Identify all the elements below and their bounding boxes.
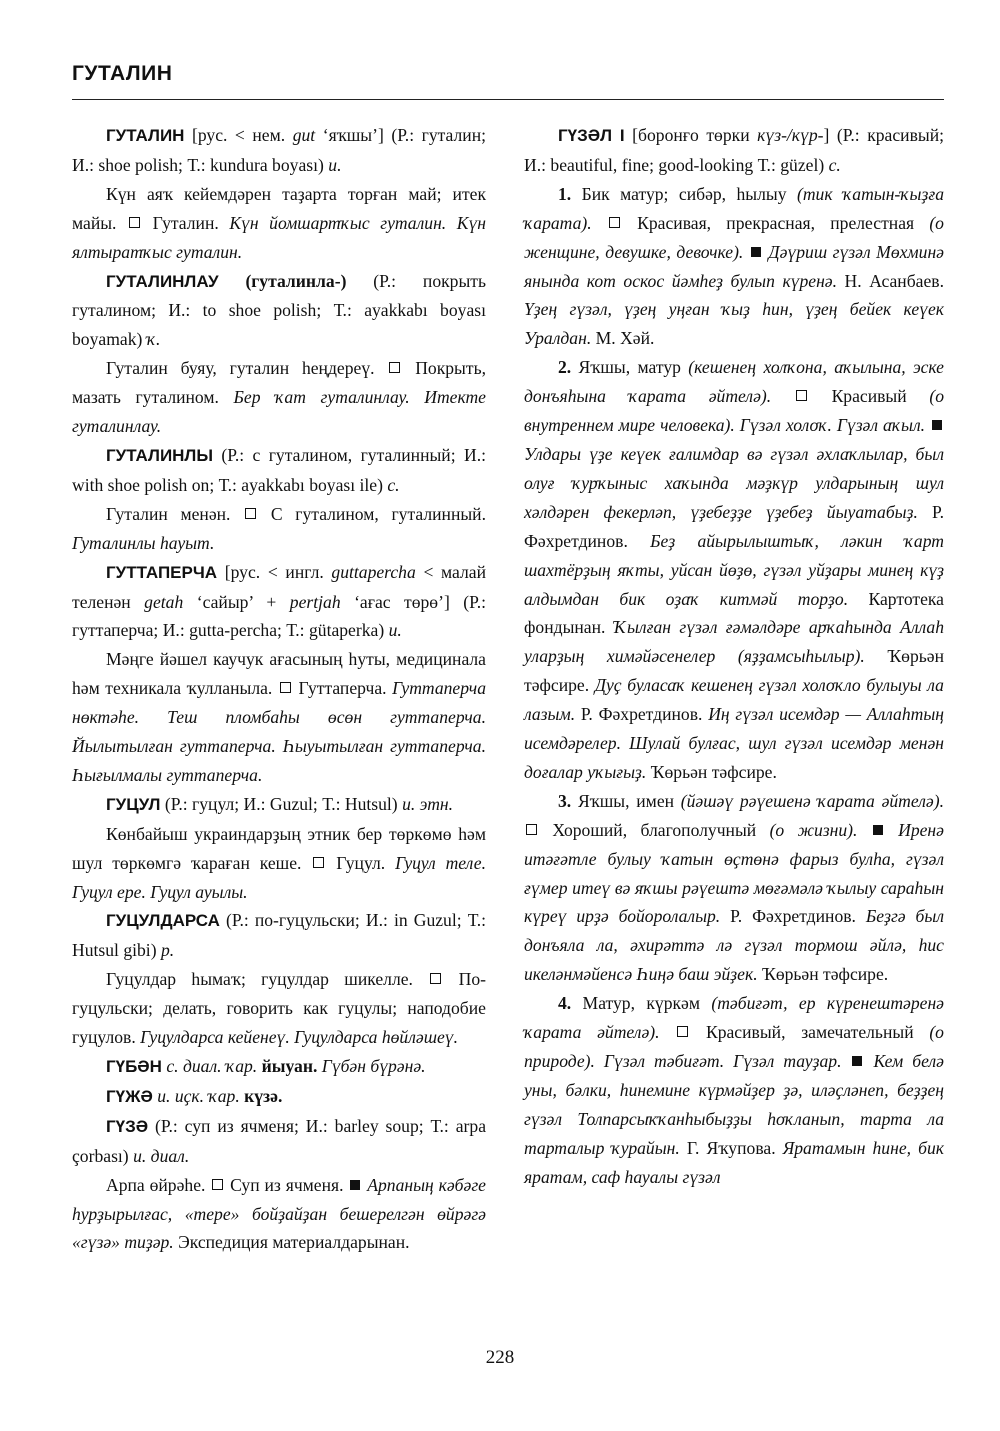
entry-text: Р. Фәхретдинов. xyxy=(524,501,944,551)
entry-paragraph xyxy=(72,645,486,790)
headword: ГҮЗӘ xyxy=(106,1116,149,1136)
entry-paragraph xyxy=(72,965,486,1052)
translation-marker-icon xyxy=(526,824,537,835)
translation-marker-icon xyxy=(609,217,620,228)
entry-text xyxy=(660,1022,676,1042)
entry-text: ҡ. xyxy=(146,329,161,350)
entry-text xyxy=(885,820,898,840)
entry-text: Ҡөрьән тәфсире. xyxy=(646,761,777,782)
entry-text xyxy=(743,242,749,262)
entry-text: Г. Яҡупова. xyxy=(679,1137,783,1158)
right-column xyxy=(524,121,944,1192)
entry-text: Иренә итәғәтле булыу ҡатын өҫтөнә фарыз булһа, гүзәл ғүмер итеү вә яҡшы рәүештә мөғәмәлә ҡылыу сараһын күреү ирҙә бойоролалыр. xyxy=(524,819,944,927)
translation-marker-icon xyxy=(677,1026,688,1037)
entry-paragraph xyxy=(72,354,486,441)
example-marker-icon xyxy=(751,247,761,257)
entry-text: Дуҫ буласаҡ кешенең гүзәл холоҡло булыуы ла лазым. xyxy=(524,675,944,725)
entry-text: Мәңге йәшел каучук ағасының һуты, медицинала һәм техникала ҡулланыла. xyxy=(72,649,486,699)
headword: ГҮЗӘЛ I xyxy=(558,126,625,145)
entry-text: guttapercha xyxy=(331,561,416,582)
entry-paragraph xyxy=(72,121,486,180)
entry-text: 4. xyxy=(558,993,572,1014)
entry-paragraph xyxy=(524,787,944,989)
entry-text: йыуан. xyxy=(261,1056,318,1076)
entry-text: (кешенең холҡона, аҡылына, эске донъяһына ҡарата әйтелә). xyxy=(524,357,944,407)
translation-marker-icon xyxy=(796,390,807,401)
entry-paragraph xyxy=(72,790,486,820)
entry-text: Красивый, замечательный xyxy=(690,1022,930,1043)
entry-paragraph xyxy=(72,1171,486,1258)
translation-marker-icon xyxy=(212,1179,223,1190)
entry-paragraph xyxy=(72,906,486,965)
entry-text: Н. Асанбаев. xyxy=(837,270,944,291)
entry-text: (Р.: с гуталином, гуталинный; И.: with shoe polish on; Т.: ayakkabı boyası ile) xyxy=(72,444,486,495)
entry-text xyxy=(592,213,607,233)
entry-paragraph xyxy=(72,180,486,267)
entry-text: [рус. < ингл. xyxy=(217,561,332,582)
entry-text: Суп из ячменя. xyxy=(225,1174,349,1195)
entry-text: (о внутреннем мире человека). Гүзәл холоҡ. Гүзәл аҡыл. xyxy=(524,386,945,436)
example-marker-icon xyxy=(350,1180,360,1190)
entry-text: Красивый xyxy=(808,386,930,407)
entry-text: (гуталинла-) xyxy=(245,270,347,291)
entry-text: и. xyxy=(328,154,342,175)
entry-text: [боронғо төрки xyxy=(624,125,758,145)
entry-paragraph xyxy=(524,180,944,353)
page-number: 228 xyxy=(485,1347,515,1368)
entry-text: ‘сайыр’ + xyxy=(183,591,290,612)
entry-text: с. xyxy=(828,154,841,175)
running-head: ГУТАЛИН xyxy=(72,62,173,85)
entry-paragraph xyxy=(72,1052,486,1082)
entry-text: Яҡшы, матур xyxy=(571,357,689,378)
entry-text: Гуталин буяу, гуталин һеңдереү. xyxy=(106,358,388,379)
entry-text: Хороший, благополучный xyxy=(539,819,770,840)
entry-text xyxy=(841,1051,850,1071)
headword: ГУТАЛИН xyxy=(106,126,185,145)
entry-text: Гуталин. xyxy=(142,212,230,233)
entry-text: Картотека фондынан. xyxy=(524,588,944,638)
entry-text: < малай теленән xyxy=(72,561,486,612)
translation-marker-icon xyxy=(245,508,256,519)
entry-text: (о жизни). xyxy=(769,819,858,840)
entry-paragraph xyxy=(72,267,486,355)
entry-paragraph xyxy=(524,121,944,180)
entry-text: Гуталинлы һауыт. xyxy=(72,532,215,553)
translation-marker-icon xyxy=(280,682,291,693)
entry-paragraph xyxy=(72,1082,486,1112)
entry-text: р. xyxy=(160,940,175,961)
entry-text: Арпаның кәбәге һурҙырылғас, «тере» бойҙайҙан бешерелгән өйрәгә «гүзә» тиҙәр. xyxy=(72,1174,486,1253)
entry-text: Яратамын һине, бик яратам, саф һауалы гүзәл xyxy=(524,1137,944,1187)
entry-text: Гуталин менән. xyxy=(106,503,244,524)
entry-text: Гүбән бүрәнә. xyxy=(321,1056,426,1076)
entry-text: с. диал. ҡар. xyxy=(166,1056,258,1076)
entry-paragraph xyxy=(72,558,486,646)
entry-text: (Р.: суп из ячменя; И.: barley soup; Т.: arpa çorbası) xyxy=(72,1115,486,1166)
entry-text: с. xyxy=(387,474,400,495)
entry-text: 2. xyxy=(558,357,572,378)
entry-text xyxy=(771,386,794,406)
entry-text: Экспедиция материалдарынан. xyxy=(173,1232,410,1253)
entry-text: [рус. < нем. xyxy=(184,125,293,145)
entry-text: Р. Фәхретдинов. xyxy=(575,704,709,725)
entry-text: Гуттаперча нөктәһе. Теш пломбаһы өсөн гуттаперча. Йылытылған гуттаперча. Һыуытылған гуттаперча. Һығылмалы гуттаперча. xyxy=(72,678,486,785)
entry-text: ] (Р.: красивый; И.: beautiful, fine; good-looking Т.: güzel) xyxy=(524,125,945,175)
entry-paragraph xyxy=(72,500,486,558)
entry-text: ‘ағас төрө’] (Р.: гуттаперча; И.: gutta-percha; Т.: gütaperka) xyxy=(72,591,486,641)
headword: ГУТАЛИНЛЫ xyxy=(106,445,214,465)
entry-text: Беҙгә был донъяла ла, әхирәттә лә гүзәл тормош әйлә, һис икеләнмәйенсә Һиңә баш эйҙек. xyxy=(524,906,944,985)
entry-text: Гуцул теле. Гуцул ере. Гуцул ауылы. xyxy=(72,852,486,902)
entry-text: Ҡөрьән тәфсире. xyxy=(524,646,944,696)
entry-text xyxy=(925,415,930,435)
entry-text: Гуцул. xyxy=(326,852,396,873)
example-marker-icon xyxy=(873,825,883,835)
entry-text: Күн йомшартҡыс гуталин. Күн ялтыратҡыс гуталин. xyxy=(72,212,486,262)
translation-marker-icon xyxy=(313,857,324,868)
entry-text: Бер ҡат гуталинлау. Итекте гуталинлау. xyxy=(72,387,486,437)
entry-text: ‘яҡшы’] (Р.: гуталин; И.: shoe polish; Т.: kundura boyası) xyxy=(72,125,487,175)
translation-marker-icon xyxy=(389,362,400,373)
entry-text: Үҙең гүзәл, үҙең уңған ҡыҙ һин, үҙең бейек кеүек Уралдан. xyxy=(524,299,944,349)
entry-text: күзә. xyxy=(244,1085,283,1106)
headword: ГҮЖӘ xyxy=(106,1086,153,1106)
entry-text: (Р.: по-гуцульски; И.: in Guzul; Т.: Hutsul gibi) xyxy=(72,910,486,961)
entry-text: Беҙ айырылыштыҡ, ләкин ҡарт шахтёрҙың яҡты, уйсан йөҙө, гүзәл уйҙары минең күҙ алдымдан бик оҙаҡ китмәй торҙо. xyxy=(524,530,944,609)
entry-text: и. этн. xyxy=(402,793,454,814)
entry-text: (Р.: гуцул; И.: Guzul; Т.: Hutsul) xyxy=(160,793,403,814)
entry-text: (йәшәү рәүешенә ҡарата әйтелә). xyxy=(680,790,944,811)
entry-text: Кем белә уны, бәлки, һинемине күрмәйҙер ҙә, иләҫләнеп, беҙҙең гүзәл Толпарсыҡҡанһыбыҙҙы һоҡланып, тарта ла тарталыр ҡурайын. xyxy=(524,1051,944,1158)
entry-text: Матур, күркәм xyxy=(571,993,712,1014)
entry-paragraph xyxy=(72,441,486,500)
entry-text: Красивая, прекрасная, прелестная xyxy=(621,212,930,233)
entry-text: Ҡылған гүзәл ғәмәлдәре арҡаһында Аллаһ уларҙың химәйәсенелер (яҙҙамсыһылыр). xyxy=(524,617,944,667)
translation-marker-icon xyxy=(129,217,140,228)
entry-text: и. xyxy=(388,620,402,641)
entry-text: Р. Фәхретдинов. xyxy=(720,906,866,927)
entry-text: gut xyxy=(292,125,316,145)
entry-text: Гуцулдарса кейенеү. Гуцулдарса һөйләшеү. xyxy=(140,1027,458,1048)
entry-text: (Р.: покрыть гуталином; И.: to shoe polish; Т.: ayakkabı boyası boyamak) xyxy=(72,270,486,350)
entry-text: Дәүриш гүзәл Мөхминә янында кот оскос йәмһеҙ булып күренә. xyxy=(524,241,944,291)
entry-text: 1. xyxy=(558,183,572,204)
entry-paragraph xyxy=(524,353,944,787)
headword: ГУЦУЛ xyxy=(106,794,161,814)
entry-text: 3. xyxy=(558,790,572,811)
entry-text: Ҡөрьән тәфсире. xyxy=(757,964,889,985)
entry-text: Арпа өйрәһе. xyxy=(106,1174,211,1195)
headword: ГУТАЛИНЛАУ xyxy=(106,271,219,291)
headword: ГУТТАПЕРЧА xyxy=(106,562,218,582)
entry-text: күз-/күр- xyxy=(757,125,824,145)
entry-text: Гуттаперча. xyxy=(292,678,393,699)
entry-text: Иң гүзәл исемдәр — Аллаһтың исемдәрелер. Шулай булғас, шул гүзәл исемдәр менән доғалар уҡығыҙ. xyxy=(524,704,944,782)
entry-text xyxy=(857,820,870,840)
entry-paragraph xyxy=(72,820,486,907)
entry-text: Гуцулдар һымаҡ; гуцулдар шикелле. xyxy=(106,969,429,990)
headword: ГҮБӘН xyxy=(106,1057,162,1076)
entry-text: С гуталином, гуталинный. xyxy=(258,503,486,524)
headword: ГУЦУЛДАРСА xyxy=(106,911,220,931)
entry-text: Күн аяҡ кейемдәрен таҙарта торған май; итек майы. xyxy=(72,183,486,233)
entry-text: (о природе). Гүзәл тәбиғәт. Гүзәл тауҙар. xyxy=(524,1022,944,1071)
example-marker-icon xyxy=(852,1056,862,1066)
entry-text: По-гуцульски; делать, говорить как гуцулы; наподобие гуцулов. xyxy=(72,969,486,1048)
entry-text: getah xyxy=(144,591,184,612)
entry-text: pertjah xyxy=(289,591,341,612)
entry-text: Көнбайыш украиндарҙың этник бер төркөмө һәм шул төркөмгә ҡараған кеше. xyxy=(72,823,486,873)
entry-text: (тик ҡатын-ҡыҙға ҡарата). xyxy=(524,183,944,233)
entry-paragraph xyxy=(524,989,944,1191)
entry-text: Яҡшы, имен xyxy=(571,790,681,811)
entry-text: Улдары үҙе кеүек ғалимдар вә гүзәл әхлаҡлылар, был олуғ ҡурҡыныс хаҡында мәҙкүр улдарының шул хәлдәрен фекерләп, үҙебеҙҙе үҙебеҙ йыуатабыҙ. xyxy=(524,443,944,522)
header-rule xyxy=(72,99,944,100)
entry-text: и. диал. xyxy=(133,1145,190,1166)
entry-text: (тәбиғәт, ер күренештәренә ҡарата әйтелә). xyxy=(524,993,944,1043)
entry-text xyxy=(219,271,246,291)
entry-text: Бик матур; сибәр, һылыу xyxy=(571,183,797,204)
example-marker-icon xyxy=(932,420,942,430)
entry-text: М. Хәй. xyxy=(591,328,655,349)
left-column xyxy=(72,121,486,1257)
entry-paragraph xyxy=(72,1112,486,1171)
entry-text: и. иҫк. ҡар. xyxy=(157,1085,240,1106)
entry-text: (о женщине, девушке, девочке). xyxy=(524,212,944,262)
entry-text: Покрыть, мазать гуталином. xyxy=(72,358,486,408)
translation-marker-icon xyxy=(430,973,441,984)
